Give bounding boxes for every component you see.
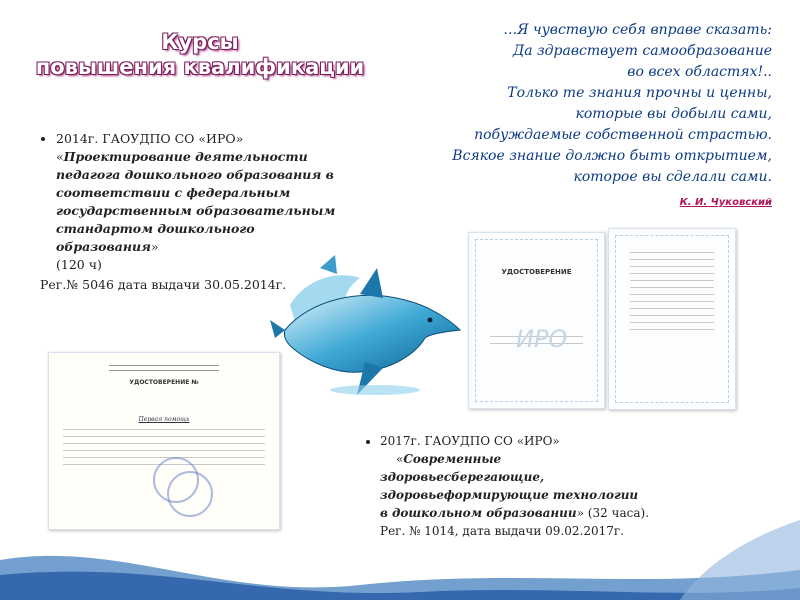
certificate-subject: Первая помощь xyxy=(138,416,190,423)
quote-mark: « xyxy=(56,149,64,164)
course-2017-prefix: 2017г. ГАОУДПО СО «ИРО» xyxy=(380,434,560,448)
round-stamp xyxy=(167,471,213,517)
quote-mark: » xyxy=(150,239,159,254)
certificate-text-lines xyxy=(616,236,728,330)
course-2017-hours: (32 часа). xyxy=(583,506,650,520)
quote-mark: « xyxy=(396,452,404,466)
course-2014-prefix: 2014г. ГАОУДПО СО «ИРО» xyxy=(56,131,244,146)
dolphin-icon xyxy=(265,250,465,400)
epigraph-quote xyxy=(372,20,772,188)
certificate-image-1 xyxy=(468,232,605,409)
quote-line: Да здравствует самообразование xyxy=(512,43,772,59)
certificate-header xyxy=(49,353,279,371)
quote-line: …Я чувствую себя вправе сказать: xyxy=(503,22,772,38)
certificate-image-3 xyxy=(48,352,280,530)
title-line-2: повышения квалификации xyxy=(35,55,365,79)
certificate-title: УДОСТОВЕРЕНИЕ xyxy=(501,268,572,276)
quote-author: К. И. Чуковский xyxy=(679,197,772,208)
certificate-stamp-title: УДОСТОВЕРЕНИЕ № xyxy=(129,379,199,386)
course-2014-registration: Рег.№ 5046 дата выдачи 30.05.2014г. xyxy=(40,277,287,292)
course-2014-hours: (120 ч) xyxy=(56,257,102,272)
quote-line: Всякое знание должно быть открытием, xyxy=(452,148,772,164)
iro-logo: ИРО xyxy=(516,325,568,353)
title-line-1: Курсы xyxy=(161,30,239,54)
quote-line: которое вы сделали сами. xyxy=(573,169,772,185)
certificate-image-2 xyxy=(608,228,736,410)
course-2017-registration: Рег. № 1014, дата выдачи 09.02.2017г. xyxy=(380,524,624,538)
quote-line: Только те знания прочны и ценны, xyxy=(507,85,772,101)
certificate-border xyxy=(475,239,598,402)
course-2017-item xyxy=(380,432,649,540)
slide-title xyxy=(30,30,370,80)
course-2014-name: Проектирование деятельности педагога дошкольного образования в соответствии с федеральным государственным образовательным стандартом дошкольного образования xyxy=(56,149,336,254)
course-2017-name: Современные здоровьесберегающие, здоровьеформирующие технологии в дошкольном образовании xyxy=(380,452,639,520)
course-2017 xyxy=(360,430,653,542)
quote-mark: » xyxy=(576,506,584,520)
quote-line: которые вы добыли сами, xyxy=(575,106,772,122)
certificate-border xyxy=(615,235,729,403)
quote-line: во всех областях!.. xyxy=(627,64,772,80)
quote-line: побуждаемые собственной страстью. xyxy=(474,127,772,143)
